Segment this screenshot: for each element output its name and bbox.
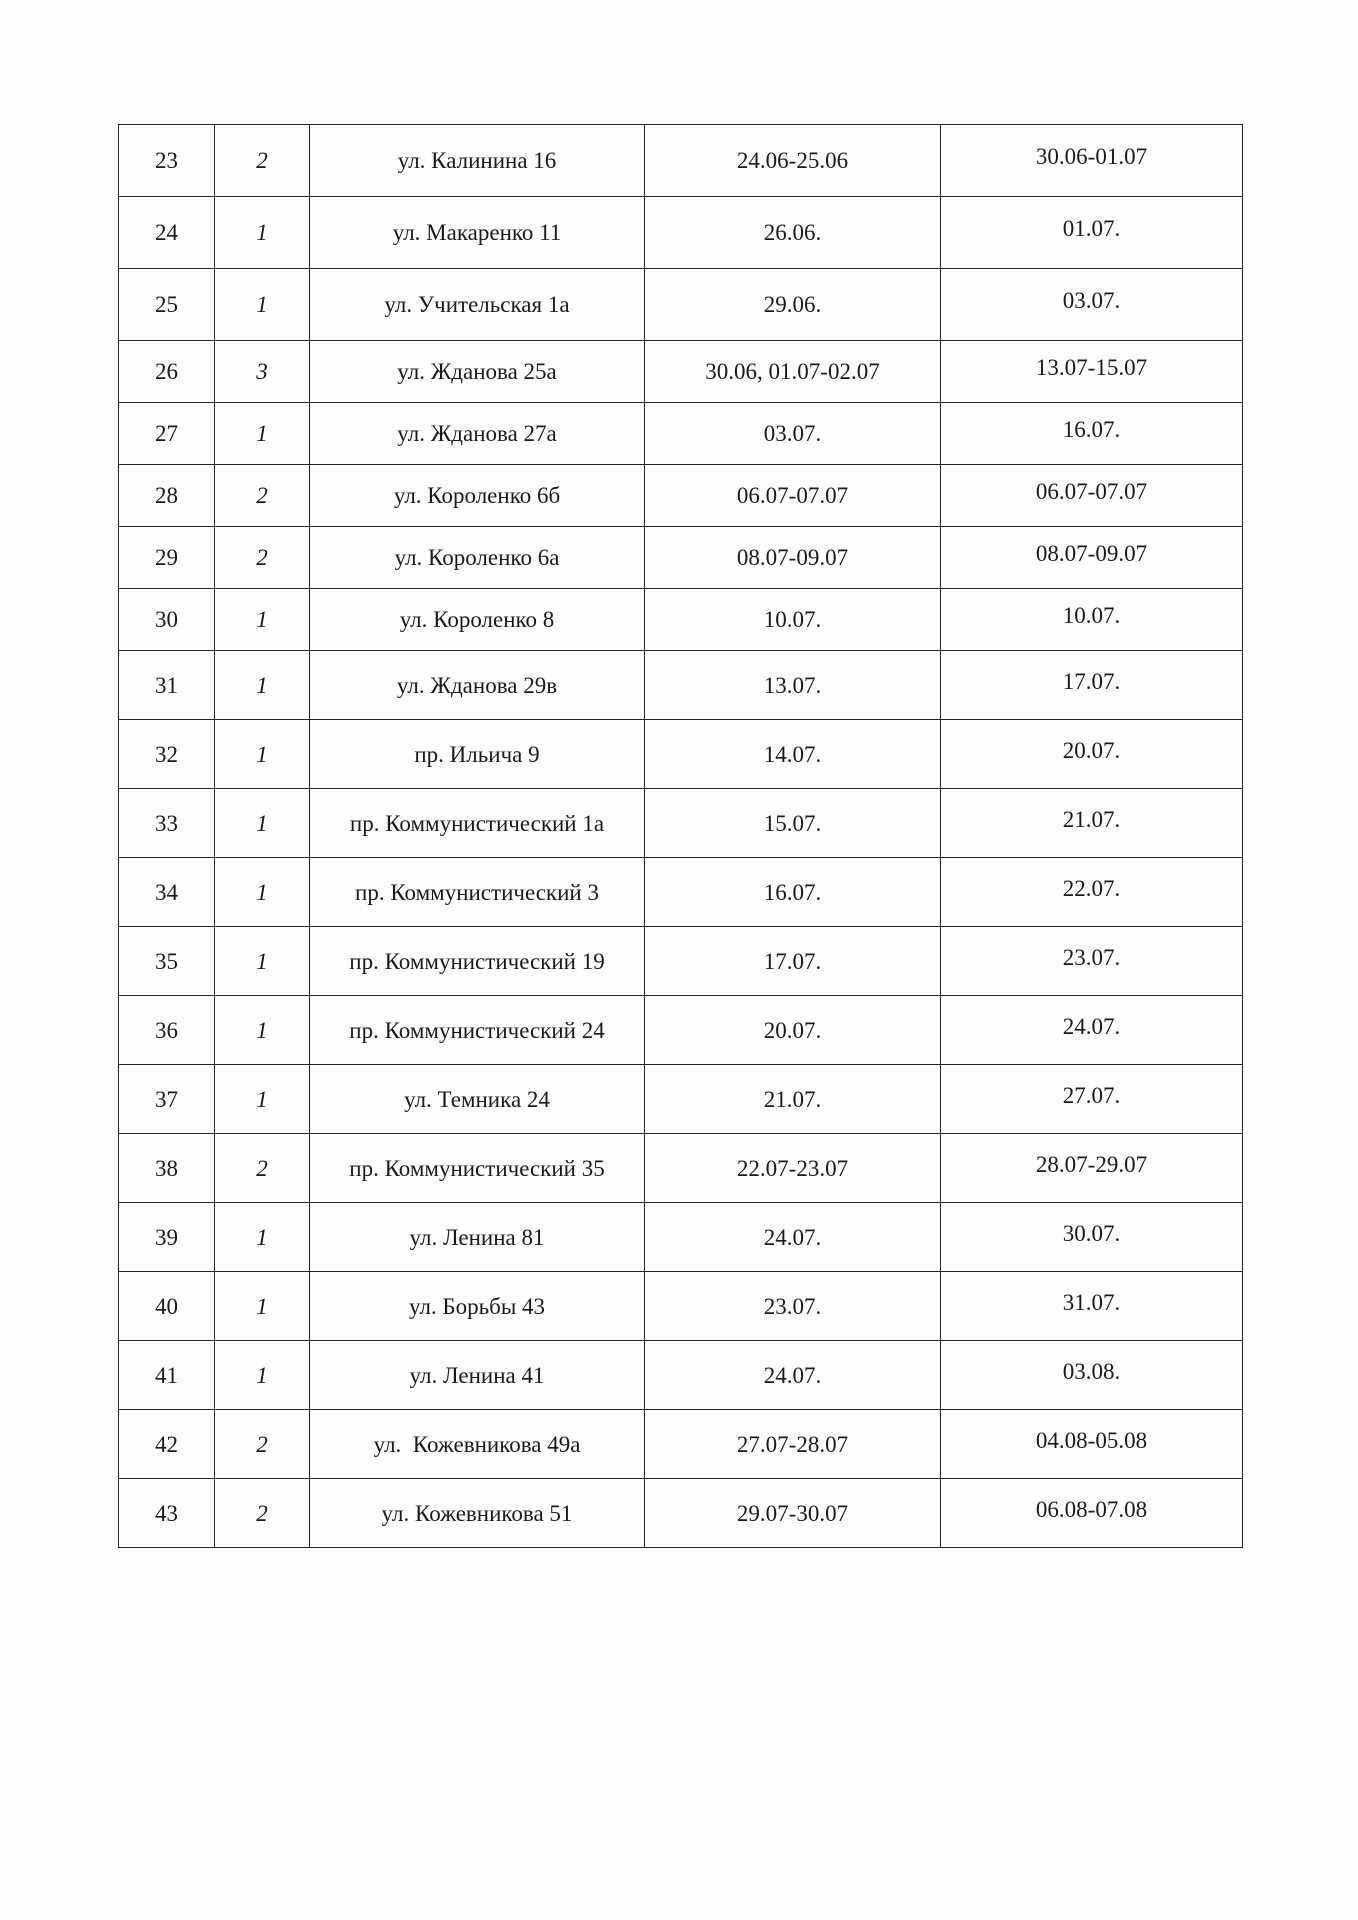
row-address: пр. Ильича 9 [310, 720, 645, 789]
table-row [119, 1410, 1243, 1479]
row-date-end: 23.07. [941, 927, 1243, 996]
row-number: 29 [119, 527, 215, 589]
row-number: 34 [119, 858, 215, 927]
row-date-start: 24.06-25.06 [645, 125, 941, 197]
row-address: ул. Короленко 6а [310, 527, 645, 589]
row-number: 27 [119, 403, 215, 465]
row-date-start: 24.07. [645, 1203, 941, 1272]
table-row [119, 651, 1243, 720]
row-quantity: 3 [215, 341, 310, 403]
row-address: пр. Коммунистический 1а [310, 789, 645, 858]
row-number: 41 [119, 1341, 215, 1410]
row-quantity: 1 [215, 1065, 310, 1134]
row-date-end: 06.08-07.08 [941, 1479, 1243, 1548]
row-quantity: 1 [215, 858, 310, 927]
row-date-start: 03.07. [645, 403, 941, 465]
row-date-start: 29.07-30.07 [645, 1479, 941, 1548]
row-date-end: 30.07. [941, 1203, 1243, 1272]
row-address: ул. Короленко 8 [310, 589, 645, 651]
row-address: пр. Коммунистический 3 [310, 858, 645, 927]
row-number: 24 [119, 197, 215, 269]
row-quantity: 1 [215, 789, 310, 858]
row-quantity: 2 [215, 1479, 310, 1548]
row-date-start: 17.07. [645, 927, 941, 996]
table-row [119, 1272, 1243, 1341]
table-row [119, 465, 1243, 527]
row-date-end: 17.07. [941, 651, 1243, 720]
row-number: 25 [119, 269, 215, 341]
row-date-start: 06.07-07.07 [645, 465, 941, 527]
row-address: ул. Жданова 27а [310, 403, 645, 465]
row-date-start: 14.07. [645, 720, 941, 789]
row-quantity: 2 [215, 125, 310, 197]
table-row [119, 197, 1243, 269]
row-date-end: 22.07. [941, 858, 1243, 927]
row-date-start: 13.07. [645, 651, 941, 720]
table-row [119, 1341, 1243, 1410]
row-number: 31 [119, 651, 215, 720]
row-quantity: 1 [215, 996, 310, 1065]
table-row [119, 1479, 1243, 1548]
table-row [119, 403, 1243, 465]
row-quantity: 1 [215, 720, 310, 789]
row-address: ул. Учительская 1а [310, 269, 645, 341]
row-number: 38 [119, 1134, 215, 1203]
row-date-end: 13.07-15.07 [941, 341, 1243, 403]
row-address: ул. Короленко 6б [310, 465, 645, 527]
row-date-end: 30.06-01.07 [941, 125, 1243, 197]
table-row [119, 527, 1243, 589]
row-date-end: 03.08. [941, 1341, 1243, 1410]
schedule-table [118, 124, 1243, 1548]
row-address: ул. Кожевникова 49а [310, 1410, 645, 1479]
row-number: 32 [119, 720, 215, 789]
row-date-start: 29.06. [645, 269, 941, 341]
row-address: ул. Жданова 29в [310, 651, 645, 720]
row-address: ул. Жданова 25а [310, 341, 645, 403]
row-date-end: 06.07-07.07 [941, 465, 1243, 527]
row-date-end: 20.07. [941, 720, 1243, 789]
row-quantity: 1 [215, 1272, 310, 1341]
table-row [119, 269, 1243, 341]
row-date-start: 30.06, 01.07-02.07 [645, 341, 941, 403]
row-date-start: 27.07-28.07 [645, 1410, 941, 1479]
row-date-end: 31.07. [941, 1272, 1243, 1341]
row-date-end: 24.07. [941, 996, 1243, 1065]
row-address: ул. Ленина 41 [310, 1341, 645, 1410]
row-date-end: 10.07. [941, 589, 1243, 651]
table-row [119, 1065, 1243, 1134]
row-address: ул. Макаренко 11 [310, 197, 645, 269]
row-address: ул. Калинина 16 [310, 125, 645, 197]
row-quantity: 1 [215, 269, 310, 341]
table-row [119, 125, 1243, 197]
row-address: пр. Коммунистический 35 [310, 1134, 645, 1203]
row-quantity: 2 [215, 1410, 310, 1479]
row-address: ул. Кожевникова 51 [310, 1479, 645, 1548]
row-date-start: 20.07. [645, 996, 941, 1065]
row-number: 23 [119, 125, 215, 197]
table-row [119, 858, 1243, 927]
table-row [119, 927, 1243, 996]
row-date-start: 24.07. [645, 1341, 941, 1410]
row-date-start: 21.07. [645, 1065, 941, 1134]
row-date-start: 22.07-23.07 [645, 1134, 941, 1203]
row-quantity: 1 [215, 651, 310, 720]
row-address: ул. Ленина 81 [310, 1203, 645, 1272]
row-date-start: 15.07. [645, 789, 941, 858]
table-row [119, 996, 1243, 1065]
row-number: 26 [119, 341, 215, 403]
row-date-start: 08.07-09.07 [645, 527, 941, 589]
row-number: 37 [119, 1065, 215, 1134]
row-quantity: 1 [215, 197, 310, 269]
row-quantity: 1 [215, 1341, 310, 1410]
row-address: ул. Темника 24 [310, 1065, 645, 1134]
row-quantity: 1 [215, 403, 310, 465]
table-row [119, 1203, 1243, 1272]
row-date-start: 26.06. [645, 197, 941, 269]
row-quantity: 2 [215, 527, 310, 589]
row-date-end: 08.07-09.07 [941, 527, 1243, 589]
row-number: 33 [119, 789, 215, 858]
row-date-end: 03.07. [941, 269, 1243, 341]
row-quantity: 2 [215, 465, 310, 527]
row-quantity: 1 [215, 589, 310, 651]
row-address: пр. Коммунистический 19 [310, 927, 645, 996]
row-number: 42 [119, 1410, 215, 1479]
row-number: 43 [119, 1479, 215, 1548]
row-date-end: 16.07. [941, 403, 1243, 465]
row-date-end: 04.08-05.08 [941, 1410, 1243, 1479]
row-quantity: 1 [215, 927, 310, 996]
table-row [119, 720, 1243, 789]
table-row [119, 1134, 1243, 1203]
row-number: 39 [119, 1203, 215, 1272]
row-address: ул. Борьбы 43 [310, 1272, 645, 1341]
row-date-end: 21.07. [941, 789, 1243, 858]
row-number: 36 [119, 996, 215, 1065]
table-row [119, 789, 1243, 858]
row-quantity: 1 [215, 1203, 310, 1272]
row-number: 30 [119, 589, 215, 651]
row-date-end: 28.07-29.07 [941, 1134, 1243, 1203]
row-number: 28 [119, 465, 215, 527]
table-row [119, 341, 1243, 403]
row-address: пр. Коммунистический 24 [310, 996, 645, 1065]
row-date-start: 10.07. [645, 589, 941, 651]
table-row [119, 589, 1243, 651]
row-number: 40 [119, 1272, 215, 1341]
row-quantity: 2 [215, 1134, 310, 1203]
row-date-start: 16.07. [645, 858, 941, 927]
row-date-start: 23.07. [645, 1272, 941, 1341]
row-date-end: 01.07. [941, 197, 1243, 269]
row-date-end: 27.07. [941, 1065, 1243, 1134]
row-number: 35 [119, 927, 215, 996]
